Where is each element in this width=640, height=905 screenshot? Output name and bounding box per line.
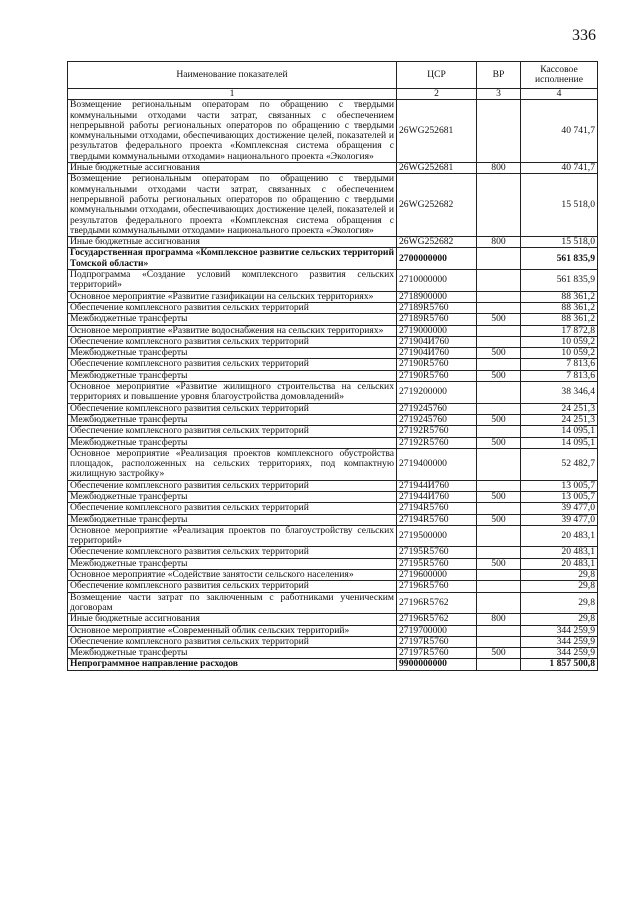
row-sum: 561 835,9 [521,248,598,270]
row-vr [477,302,521,313]
table-row [68,325,598,336]
header-number-3: 3 [477,89,521,100]
row-sum: 20 483,1 [521,547,598,558]
row-name: Возмещение части затрат по заключенным с работниками ученическим договорам [68,592,397,614]
header-csr: ЦСР [397,62,477,89]
row-sum: 29,8 [521,592,598,614]
row-vr [477,270,521,292]
row-vr [477,636,521,647]
table-row [68,547,598,558]
row-csr: 27192R5760 [397,437,477,448]
table-row [68,336,598,347]
row-name: Основное мероприятие «Развитие жилищного строительства на сельских территориях и повышение уровня благоустройства домовладений» [68,382,397,404]
table-row [68,237,598,248]
row-sum: 1 857 500,8 [521,659,598,670]
header-number-4: 4 [521,89,598,100]
row-name: Межбюджетные трансферты [68,648,397,659]
row-sum: 40 741,7 [521,100,598,163]
table-row [68,426,598,437]
row-name: Основное мероприятие «Содействие занятости сельского населения» [68,570,397,581]
table-row [68,348,598,359]
row-vr [477,480,521,491]
row-name: Основное мероприятие «Реализация проектов комплексного обустройства площадок, расположенных на сельских территориях, под компактную жилищную застройку» [68,448,397,480]
table-row [68,592,598,614]
row-name: Возмещение региональным операторам по обращению с твердыми коммунальными отходами части затрат, связанных с обеспечением непрерывной работы региональных операторов по обращению с твердыми коммунальными отходами, обеспечивающих достижение целей, показателей и результатов федерального проекта «Комплексная система обращения с твердыми коммунальными отходами» национального проекта «Экология» [68,100,397,163]
row-vr: 500 [477,558,521,569]
row-csr: 27196R5760 [397,581,477,592]
row-sum: 15 518,0 [521,174,598,237]
table-row [68,314,598,325]
table-row [68,659,598,670]
row-vr [477,547,521,558]
table-body [68,100,598,670]
row-csr: 2719600000 [397,570,477,581]
row-vr: 500 [477,514,521,525]
row-name: Государственная программа «Комплексное развитие сельских территорий Томской области» [68,248,397,270]
row-sum: 344 259,9 [521,636,598,647]
table-row [68,648,598,659]
row-vr [477,570,521,581]
row-csr: 2719245760 [397,414,477,425]
row-csr: 2700000000 [397,248,477,270]
row-name: Межбюджетные трансферты [68,314,397,325]
row-name: Обеспечение комплексного развития сельских территорий [68,503,397,514]
table-row [68,248,598,270]
header-number-2: 2 [397,89,477,100]
table-row [68,370,598,381]
row-csr: 271944И760 [397,491,477,502]
row-sum: 10 059,2 [521,348,598,359]
row-csr: 2719500000 [397,525,477,547]
table-row [68,174,598,237]
row-name: Обеспечение комплексного развития сельских территорий [68,403,397,414]
table-row [68,636,598,647]
row-vr [477,625,521,636]
row-vr [477,403,521,414]
row-sum: 39 477,0 [521,503,598,514]
table-row [68,558,598,569]
row-vr: 500 [477,414,521,425]
table-row [68,570,598,581]
row-name: Обеспечение комплексного развития сельских территорий [68,480,397,491]
row-csr: 27194R5760 [397,514,477,525]
row-csr: 27195R5760 [397,547,477,558]
row-name: Межбюджетные трансферты [68,558,397,569]
header-vr: ВР [477,62,521,89]
row-csr: 2710000000 [397,270,477,292]
row-sum: 561 835,9 [521,270,598,292]
row-sum: 39 477,0 [521,514,598,525]
row-sum: 14 095,1 [521,437,598,448]
row-vr: 800 [477,237,521,248]
table-row [68,382,598,404]
row-vr: 500 [477,648,521,659]
table-row [68,291,598,302]
row-csr: 27189R5760 [397,314,477,325]
row-sum: 13 005,7 [521,491,598,502]
row-sum: 344 259,9 [521,625,598,636]
row-vr: 800 [477,163,521,174]
row-vr [477,426,521,437]
row-name: Иные бюджетные ассигнования [68,237,397,248]
page-number: 336 [572,27,596,44]
row-name: Обеспечение комплексного развития сельских территорий [68,359,397,370]
table-row [68,100,598,163]
row-name: Подпрограмма «Создание условий комплексного развития сельских территорий» [68,270,397,292]
row-vr [477,525,521,547]
row-csr: 27196R5762 [397,592,477,614]
row-csr: 27195R5760 [397,558,477,569]
row-vr [477,291,521,302]
row-name: Межбюджетные трансферты [68,437,397,448]
row-sum: 10 059,2 [521,336,598,347]
header-name: Наименование показателей [68,62,397,89]
row-name: Межбюджетные трансферты [68,414,397,425]
row-name: Обеспечение комплексного развития сельских территорий [68,302,397,313]
row-name: Обеспечение комплексного развития сельских территорий [68,426,397,437]
row-csr: 26WG252681 [397,100,477,163]
row-csr: 271904И760 [397,336,477,347]
row-vr [477,448,521,480]
row-vr [477,174,521,237]
budget-table [67,61,598,671]
row-sum: 52 482,7 [521,448,598,480]
row-name: Обеспечение комплексного развития сельских территорий [68,636,397,647]
table-row [68,625,598,636]
row-sum: 29,8 [521,614,598,625]
row-name: Межбюджетные трансферты [68,348,397,359]
table-row [68,414,598,425]
row-name: Обеспечение комплексного развития сельских территорий [68,547,397,558]
row-sum: 24 251,3 [521,414,598,425]
row-csr: 27192R5760 [397,426,477,437]
row-name: Межбюджетные трансферты [68,514,397,525]
row-sum: 13 005,7 [521,480,598,491]
row-name: Обеспечение комплексного развития сельских территорий [68,581,397,592]
row-vr [477,592,521,614]
table-row [68,480,598,491]
row-sum: 40 741,7 [521,163,598,174]
row-csr: 2719000000 [397,325,477,336]
row-name: Межбюджетные трансферты [68,370,397,381]
row-vr [477,325,521,336]
row-sum: 29,8 [521,570,598,581]
row-vr [477,659,521,670]
row-name: Основное мероприятие «Современный облик сельских территорий» [68,625,397,636]
table-row [68,163,598,174]
row-sum: 15 518,0 [521,237,598,248]
row-vr: 800 [477,614,521,625]
row-vr [477,248,521,270]
row-csr: 27197R5760 [397,636,477,647]
row-name: Обеспечение комплексного развития сельских территорий [68,336,397,347]
row-vr [477,382,521,404]
row-name: Иные бюджетные ассигнования [68,163,397,174]
row-name: Непрограммное направление расходов [68,659,397,670]
row-sum: 344 259,9 [521,648,598,659]
row-vr [477,503,521,514]
row-vr: 500 [477,491,521,502]
table-row [68,403,598,414]
table-header-numbers-row [68,89,598,100]
row-vr: 500 [477,348,521,359]
row-vr [477,100,521,163]
table-row [68,525,598,547]
table-row [68,270,598,292]
row-sum: 29,8 [521,581,598,592]
header-sum: Кассовое исполнение [521,62,598,89]
row-csr: 26WG252682 [397,174,477,237]
row-csr: 271904И760 [397,348,477,359]
table-row [68,581,598,592]
row-csr: 2719700000 [397,625,477,636]
row-csr: 27190R5760 [397,370,477,381]
row-name: Возмещение региональным операторам по обращению с твердыми коммунальными отходами части затрат, связанных с обеспечением непрерывной работы региональных операторов по обращению с твердыми коммунальными отходами, обеспечивающих достижение целей, показателей и результатов федерального проекта «Комплексная система обращения с твердыми коммунальными отходами» национального проекта «Экология» [68,174,397,237]
row-vr [477,359,521,370]
row-sum: 7 813,6 [521,370,598,381]
row-vr: 500 [477,437,521,448]
row-sum: 38 346,4 [521,382,598,404]
row-csr: 27197R5760 [397,648,477,659]
row-name: Основное мероприятие «Развитие газификации на сельских территориях» [68,291,397,302]
row-sum: 88 361,2 [521,291,598,302]
row-vr: 500 [477,370,521,381]
table-row [68,503,598,514]
table-row [68,359,598,370]
header-number-1: 1 [68,89,397,100]
table-row [68,614,598,625]
row-csr: 27196R5762 [397,614,477,625]
row-sum: 20 483,1 [521,525,598,547]
row-vr: 500 [477,314,521,325]
row-csr: 27189R5760 [397,302,477,313]
row-sum: 24 251,3 [521,403,598,414]
row-csr: 2719400000 [397,448,477,480]
row-sum: 7 813,6 [521,359,598,370]
row-sum: 17 872,8 [521,325,598,336]
row-name: Межбюджетные трансферты [68,491,397,502]
table-row [68,491,598,502]
table-header-row [68,62,598,89]
table-row [68,302,598,313]
row-csr: 27194R5760 [397,503,477,514]
row-sum: 14 095,1 [521,426,598,437]
row-sum: 88 361,2 [521,302,598,313]
row-vr [477,336,521,347]
row-csr: 9900000000 [397,659,477,670]
row-vr [477,581,521,592]
table-row [68,437,598,448]
row-csr: 27190R5760 [397,359,477,370]
row-csr: 2719200000 [397,382,477,404]
row-csr: 271944И760 [397,480,477,491]
row-name: Иные бюджетные ассигнования [68,614,397,625]
row-csr: 26WG252681 [397,163,477,174]
row-sum: 20 483,1 [521,558,598,569]
row-csr: 2718900000 [397,291,477,302]
row-name: Основное мероприятие «Реализация проектов по благоустройству сельских территорий» [68,525,397,547]
table-row [68,448,598,480]
row-name: Основное мероприятие «Развитие водоснабжения на сельских территориях» [68,325,397,336]
table-row [68,514,598,525]
row-sum: 88 361,2 [521,314,598,325]
row-csr: 26WG252682 [397,237,477,248]
row-csr: 2719245760 [397,403,477,414]
